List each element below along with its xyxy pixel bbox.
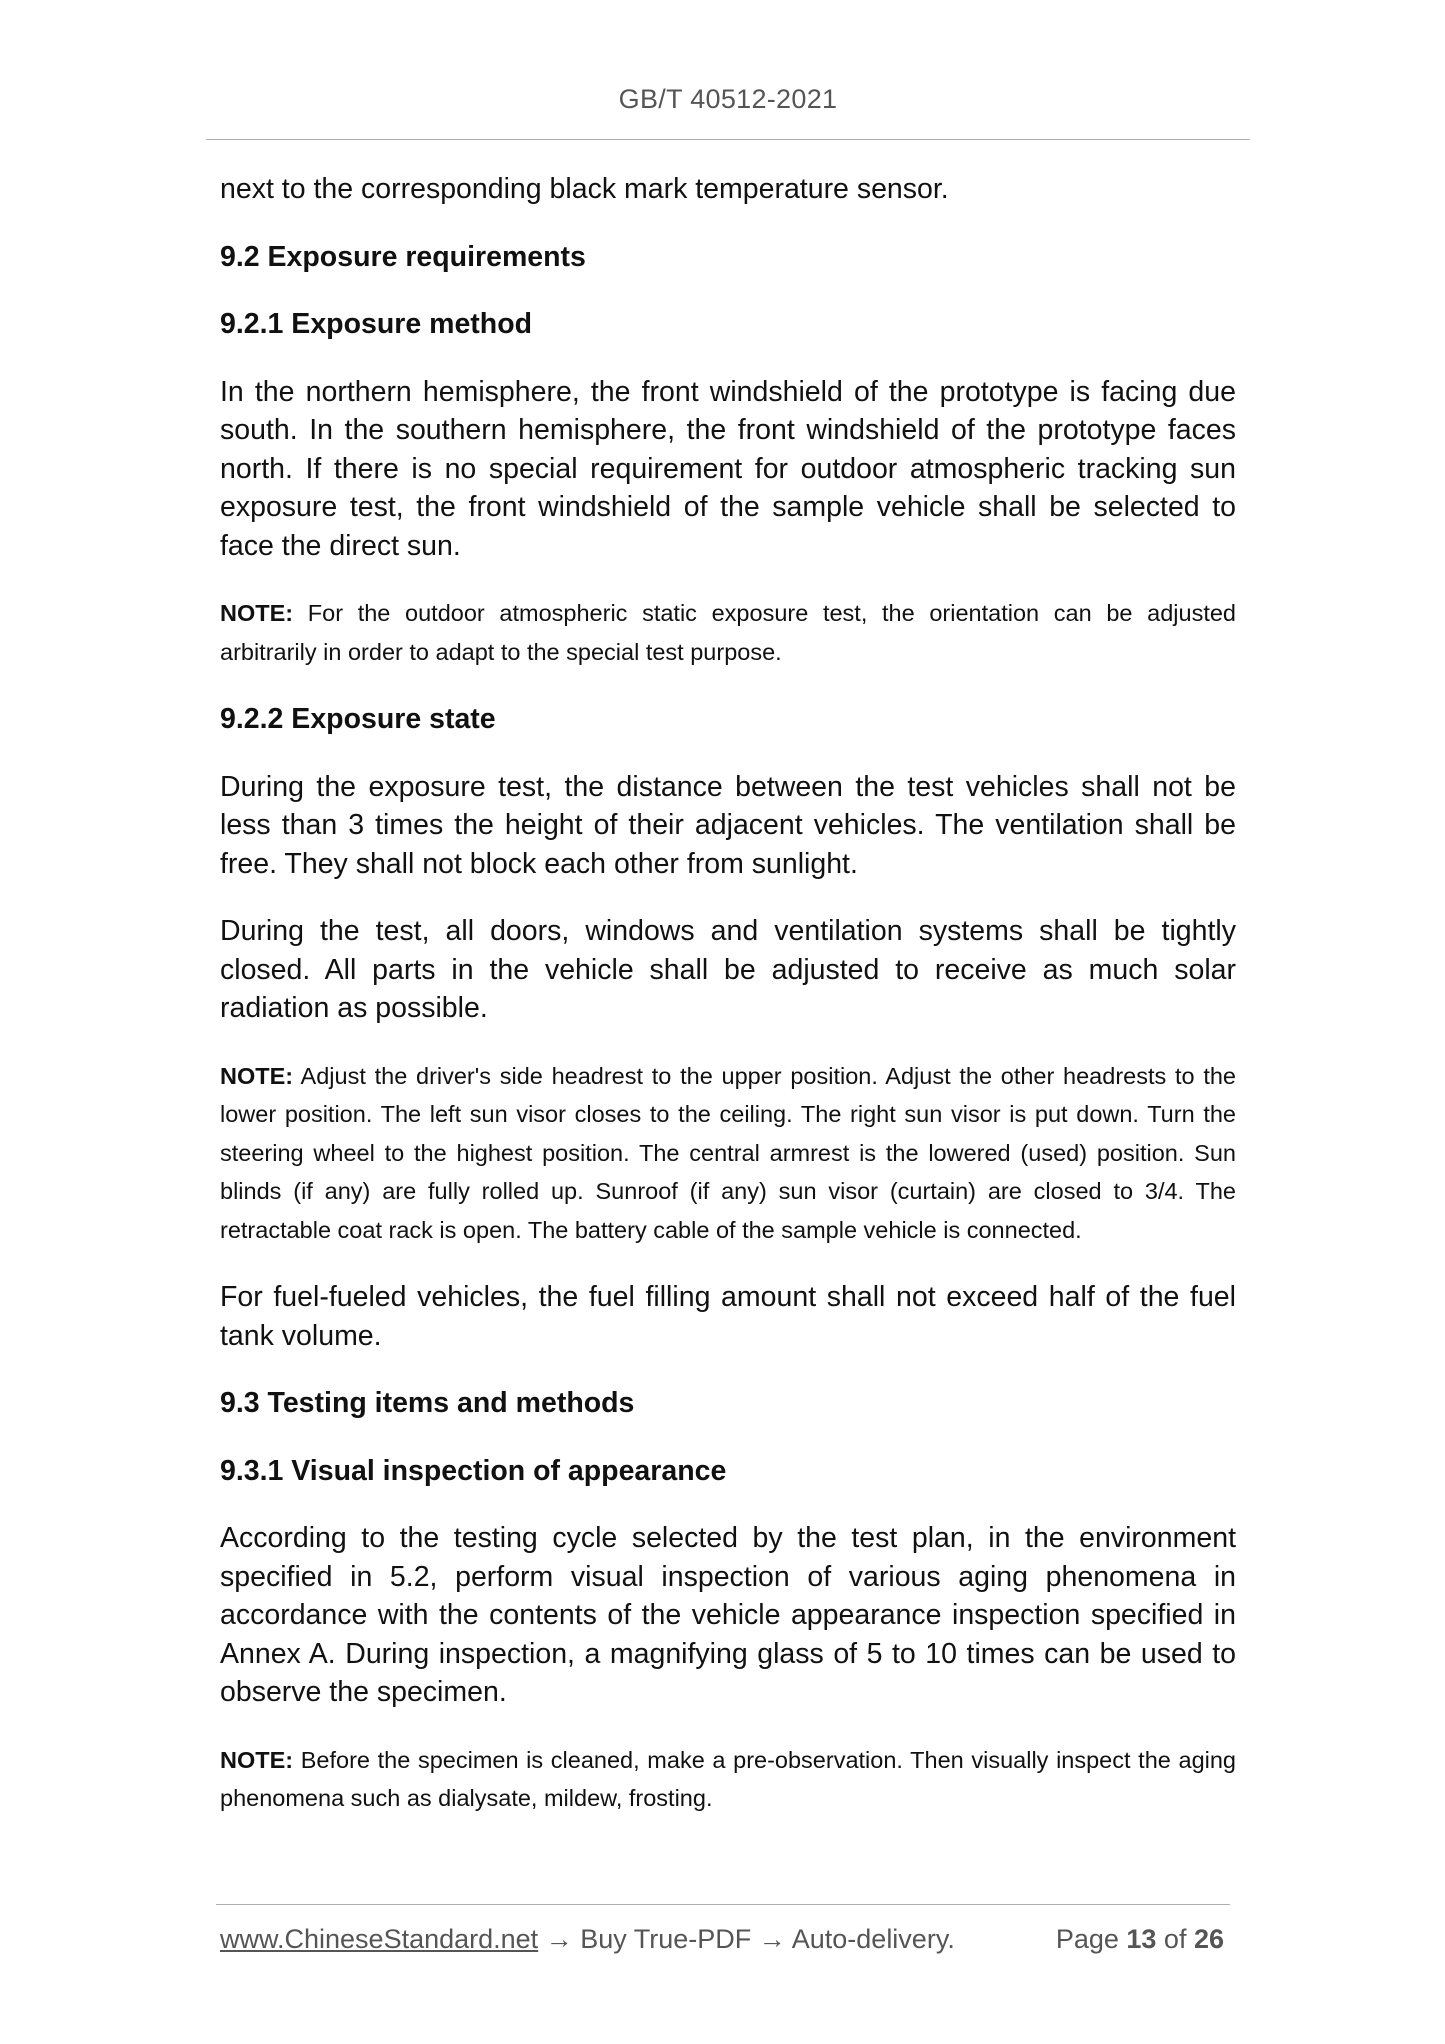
note-label: NOTE: bbox=[220, 1062, 294, 1089]
page-number bbox=[1056, 1924, 1224, 1955]
header-divider bbox=[206, 139, 1250, 140]
note-headrest-adjustment bbox=[220, 1057, 1236, 1250]
page-label: Page bbox=[1055, 1924, 1127, 1954]
footer-tagline: → Buy True-PDF → Auto-delivery. bbox=[538, 1924, 955, 1954]
paragraph-doors-closed: During the test, all doors, windows and ventilation systems shall be tightly closed. All parts in the vehicle shall be adjusted to receive as much solar radiation as possible. bbox=[220, 915, 1236, 1024]
note-text: For the outdoor atmospheric static exposure test, the orientation can be adjusted arbitrarily in order to adapt to the special test purpose. bbox=[220, 600, 1236, 665]
website-link[interactable]: www.ChineseStandard.net bbox=[220, 1924, 539, 1954]
paragraph-fuel-amount: For fuel-fueled vehicles, the fuel filling amount shall not exceed half of the fuel tank volume. bbox=[220, 1281, 1236, 1352]
note-text: Adjust the driver's side headrest to the upper position. Adjust the other headrests to the lower position. The left sun visor closes to the ceiling. The right sun visor is put down. Turn the steering wheel to the highest position. The central armrest is the lowered (used) position. Sun blinds (if any) are fully rolled up. Sunroof (if any) sun visor (curtain) are closed to 3/4. The retractable coat rack is open. The battery cable of the sample vehicle is connected. bbox=[220, 1062, 1236, 1243]
section-heading-9-3: 9.3 Testing items and methods bbox=[220, 1387, 635, 1419]
of-label: of bbox=[1156, 1924, 1194, 1954]
note-text: Before the specimen is cleaned, make a pre-observation. Then visually inspect the aging phenomena such as dialysate, mildew, frosting. bbox=[220, 1746, 1236, 1811]
footer-divider bbox=[216, 1904, 1230, 1905]
continuation-paragraph: next to the corresponding black mark temperature sensor. bbox=[220, 173, 949, 205]
page-header-title: GB/T 40512-2021 bbox=[618, 84, 838, 114]
section-heading-9-2-2: 9.2.2 Exposure state bbox=[220, 703, 496, 735]
paragraph-visual-inspection: According to the testing cycle selected by the test plan, in the environment specified in 5.2, perform visual inspection of various aging phenomena in accordance with the contents of the vehicle appearance inspection specified in Annex A. During inspection, a magnifying glass of 5 to 10 times can be used to observe the specimen. bbox=[220, 1522, 1236, 1708]
section-heading-9-2: 9.2 Exposure requirements bbox=[220, 240, 586, 273]
note-pre-observation bbox=[220, 1741, 1236, 1818]
document-body bbox=[220, 170, 1236, 1847]
paragraph-vehicle-spacing: During the exposure test, the distance between the test vehicles shall not be less than 3 times the height of their adjacent vehicles. The ventilation shall be free. They shall not block each other from sunlight. bbox=[220, 770, 1236, 880]
paragraph-exposure-method: In the northern hemisphere, the front windshield of the prototype is facing due south. In the southern hemisphere, the front windshield of the prototype faces north. If there is no special requirement for outdoor atmospheric tracking sun exposure test, the front windshield of the sample vehicle shall be selected to face the direct sun. bbox=[220, 375, 1236, 562]
total-page-count: 26 bbox=[1193, 1924, 1224, 1954]
section-heading-9-3-1: 9.3.1 Visual inspection of appearance bbox=[220, 1454, 727, 1487]
note-orientation bbox=[220, 594, 1236, 671]
footer-promo bbox=[220, 1924, 955, 1955]
note-label: NOTE: bbox=[220, 1746, 294, 1773]
note-label: NOTE: bbox=[220, 600, 294, 626]
current-page-number: 13 bbox=[1126, 1924, 1157, 1954]
section-heading-9-2-1: 9.2.1 Exposure method bbox=[220, 308, 533, 340]
